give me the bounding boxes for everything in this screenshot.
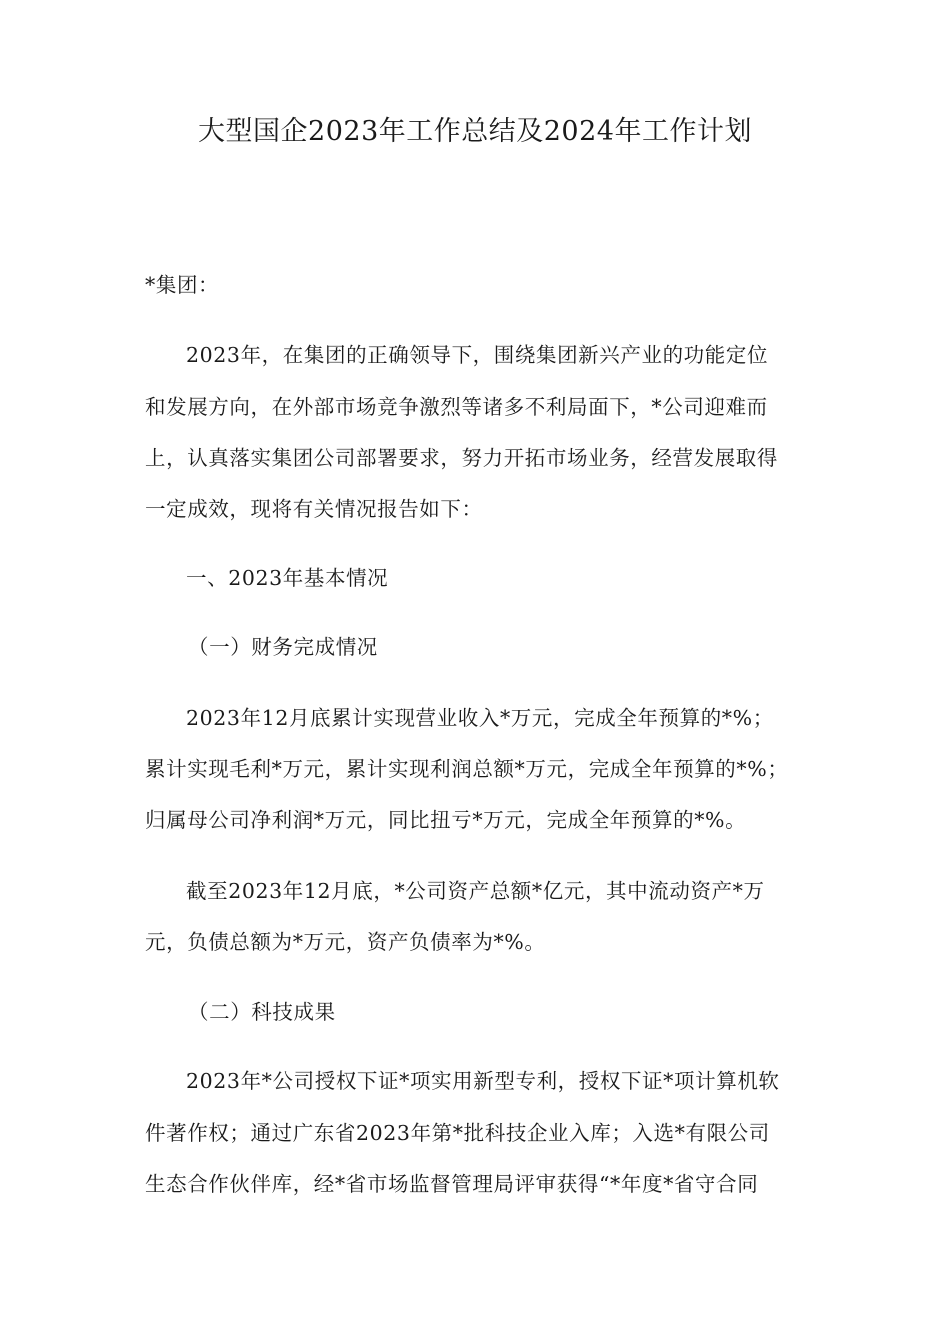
sub2-heading: （二）科技成果 bbox=[188, 1000, 336, 1024]
salutation: *集团： bbox=[145, 273, 220, 297]
document-title: 大型国企2023年工作总结及2024年工作计划 bbox=[198, 116, 752, 147]
para1-line3: 上，认真落实集团公司部署要求，努力开拓市场业务，经营发展取得 bbox=[145, 446, 778, 470]
para2-line2: 累计实现毛利*万元，累计实现利润总额*万元，完成全年预算的*%； bbox=[145, 757, 789, 781]
para4-line1: 2023年*公司授权下证*项实用新型专利，授权下证*项计算机软 bbox=[186, 1069, 780, 1093]
section1-heading: 一、2023年基本情况 bbox=[186, 566, 389, 590]
para1-line2: 和发展方向，在外部市场竞争激烈等诸多不利局面下，*公司迎难而 bbox=[145, 395, 768, 419]
para2-line1: 2023年12月底累计实现营业收入*万元，完成全年预算的*%； bbox=[186, 706, 774, 730]
para3-line2: 元，负债总额为*万元，资产负债率为*%。 bbox=[145, 930, 546, 954]
para3-line1: 截至2023年12月底，*公司资产总额*亿元，其中流动资产*万 bbox=[186, 879, 765, 903]
para4-line2: 件著作权；通过广东省2023年第*批科技企业入库；入选*有限公司 bbox=[145, 1121, 770, 1145]
para1-line4: 一定成效，现将有关情况报告如下： bbox=[145, 497, 483, 521]
para2-line3: 归属母公司净利润*万元，同比扭亏*万元，完成全年预算的*%。 bbox=[145, 808, 747, 832]
sub1-heading: （一）财务完成情况 bbox=[188, 635, 378, 659]
para4-line3: 生态合作伙伴库，经*省市场监督管理局评审获得“*年度*省守合同 bbox=[145, 1172, 759, 1196]
para1-line1: 2023年，在集团的正确领导下，围绕集团新兴产业的功能定位 bbox=[186, 343, 769, 367]
